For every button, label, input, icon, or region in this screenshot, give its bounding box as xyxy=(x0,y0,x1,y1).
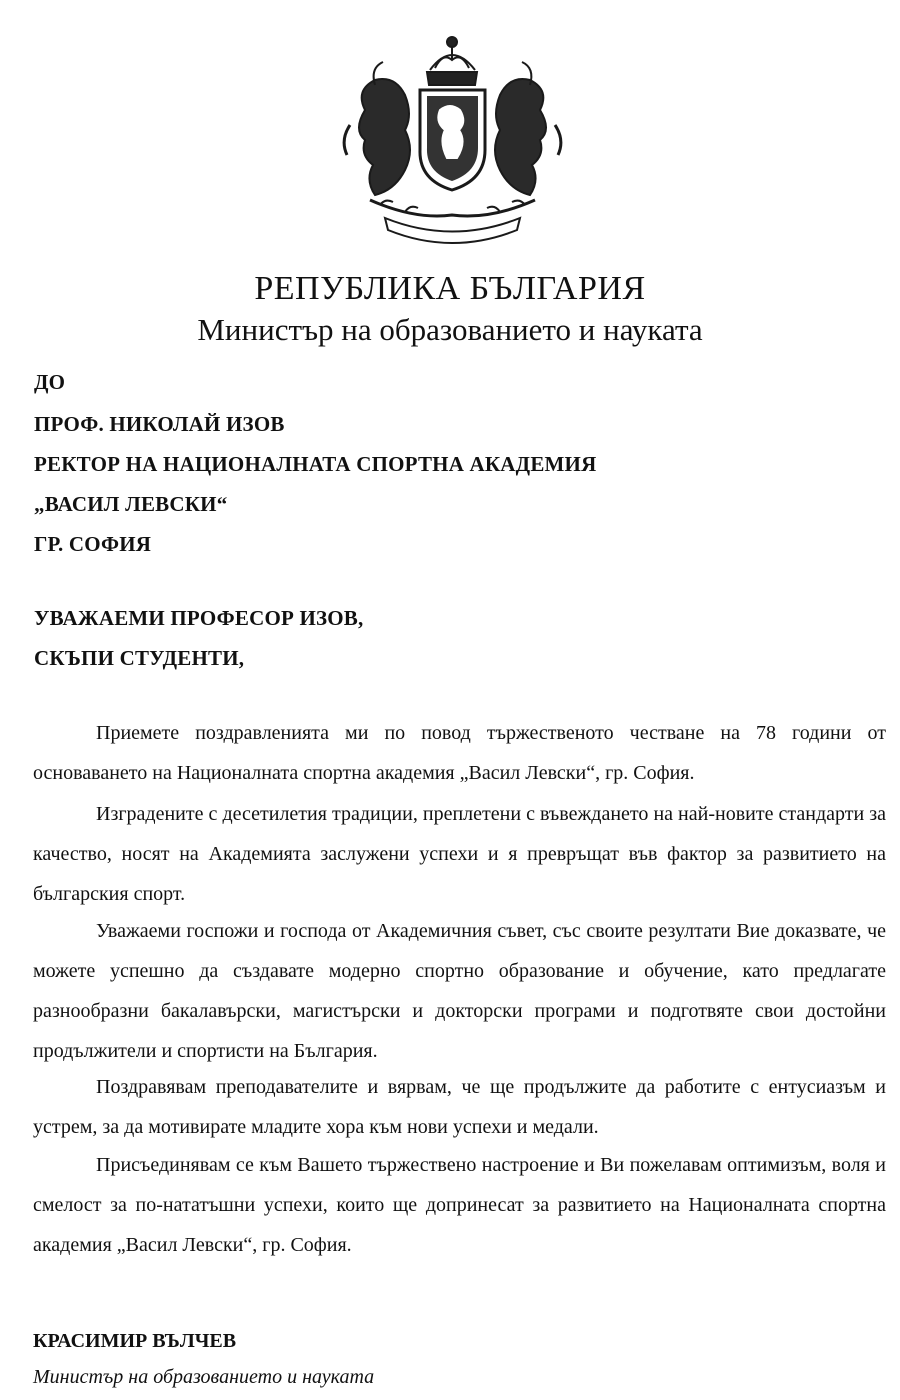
country-heading: РЕПУБЛИКА БЪЛГАРИЯ xyxy=(254,270,646,307)
addressee-academy: „ВАСИЛ ЛЕВСКИ“ xyxy=(34,492,228,516)
addressee-to: ДО xyxy=(34,370,66,394)
body-paragraph-2: Изградените с десетилетия традиции, преплетени с въвеждането на най-новите стандарти за качество, носят на Академията заслужени успехи и я превръщат във фактор за развитието на българския спорт. xyxy=(33,803,886,905)
salutation-line-1: УВАЖАЕМИ ПРОФЕСОР ИЗОВ, xyxy=(34,606,364,630)
institution-heading: Министър на образованието и науката xyxy=(197,312,703,347)
body-paragraph-1: Приемете поздравленията ми по повод тържественото честване на 78 години от основаването на Националната спортна академия „Васил Левски“, гр. София. xyxy=(33,722,886,784)
addressee-city: ГР. СОФИЯ xyxy=(34,532,152,556)
signature-title: Министър на образованието и науката xyxy=(33,1366,375,1388)
addressee-name: ПРОФ. НИКОЛАЙ ИЗОВ xyxy=(34,412,285,436)
body-paragraph-3: Уважаеми госпожи и господа от Академичния съвет, със своите резултати Вие доказвате, че можете успешно да създавате модерно спортно образование и обучение, като предлагате разнообразни бакалавърски, магистърски и докторски програми и подготвяте свои достойни продължители и спортисти на България. xyxy=(33,920,886,1062)
salutation-line-2: СКЪПИ СТУДЕНТИ, xyxy=(34,646,245,670)
body-paragraph-5: Присъединявам се към Вашето тържествено настроение и Ви пожелавам оптимизъм, воля и смелост за по-нататъшни успехи, които ще допринесат за развитието на Националната спортна академия „Васил Левски“, гр. София. xyxy=(33,1154,886,1256)
coat-of-arms-emblem xyxy=(335,30,570,245)
body-paragraph-4: Поздравявам преподавателите и вярвам, че ще продължите да работите с ентусиазъм и устрем, за да мотивирате младите хора към нови успехи и медали. xyxy=(33,1076,886,1138)
signature-name: КРАСИМИР ВЪЛЧЕВ xyxy=(33,1330,237,1352)
addressee-position: РЕКТОР НА НАЦИОНАЛНАТА СПОРТНА АКАДЕМИЯ xyxy=(34,452,597,476)
